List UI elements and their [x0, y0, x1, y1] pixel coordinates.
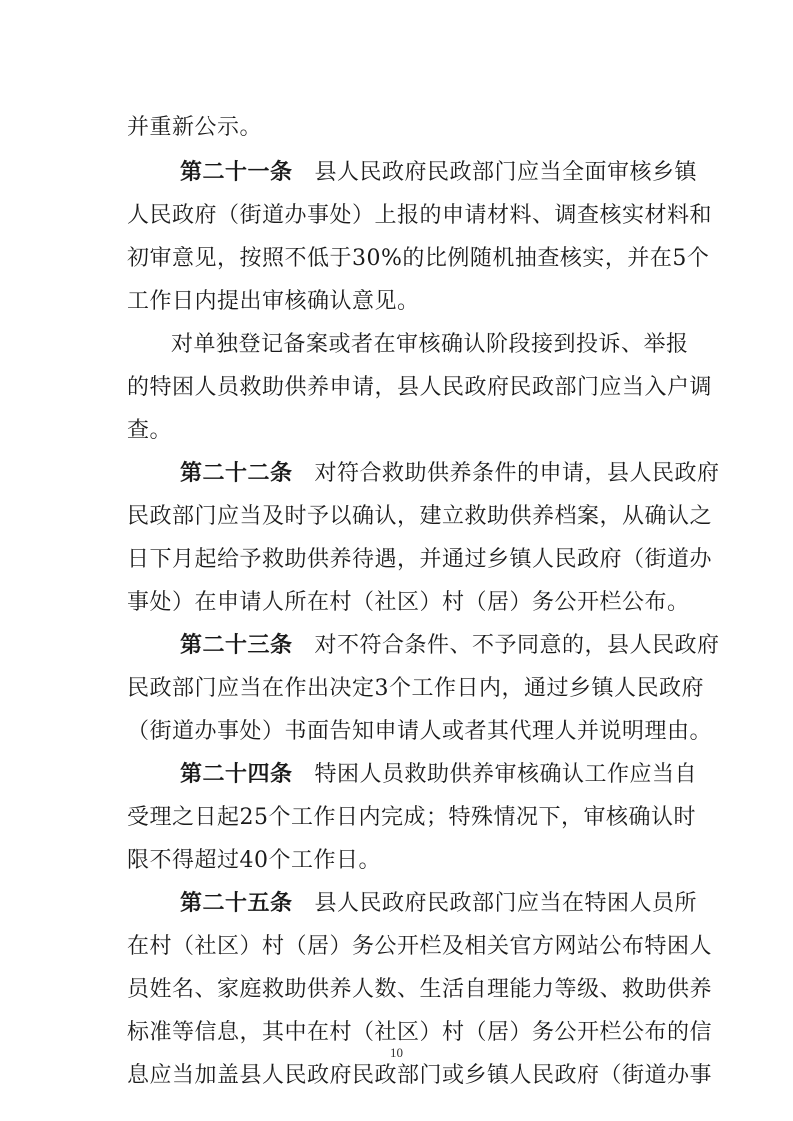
text-line: 对单独登记备案或者在审核确认阶段接到投诉、举报	[171, 332, 689, 357]
article-23-label: 第二十三条	[180, 633, 293, 658]
text-line: 初审意见，按照不低于30%的比例随机抽查核实，并在5个	[127, 246, 710, 271]
article-23-line-1	[180, 631, 720, 661]
article-21-text: 县人民政府民政部门应当全面审核乡镇	[314, 160, 698, 185]
article-21-line-1	[180, 158, 698, 188]
text-line: 工作日内提出审核确认意见。	[127, 289, 420, 314]
text-line: 日下月起给予救助供养待遇，并通过乡镇人民政府（街道办	[127, 547, 713, 572]
text-line: 并重新公示。	[127, 115, 263, 140]
article-21-label: 第二十一条	[180, 160, 293, 185]
text-line: 事处）在申请人所在村（社区）村（居）务公开栏公布。	[127, 590, 690, 615]
text-line: 查。	[127, 418, 173, 443]
text-line: 息应当加盖县人民政府民政部门或乡镇人民政府（街道办事	[127, 1063, 713, 1088]
text-line: （街道办事处）书面告知申请人或者其代理人并说明理由。	[127, 719, 713, 744]
article-22-text: 对符合救助供养条件的申请，县人民政府	[314, 461, 720, 486]
article-25-text: 县人民政府民政部门应当在特困人员所	[314, 891, 698, 916]
text-line: 民政部门应当及时予以确认，建立救助供养档案，从确认之	[127, 504, 713, 529]
article-24-text: 特困人员救助供养审核确认工作应当自	[314, 762, 698, 787]
text-line: 人民政府（街道办事处）上报的申请材料、调查核实材料和	[127, 203, 713, 228]
text-line: 在村（社区）村（居）务公开栏及相关官方网站公布特困人	[127, 934, 713, 959]
text-line: 受理之日起25个工作日内完成；特殊情况下，审核确认时	[127, 805, 696, 830]
article-22-label: 第二十二条	[180, 461, 293, 486]
article-24-label: 第二十四条	[180, 762, 293, 787]
text-line: 的特困人员救助供养申请，县人民政府民政部门应当入户调	[127, 375, 713, 400]
text-line: 限不得超过40个工作日。	[127, 848, 381, 873]
article-24-line-1	[180, 760, 698, 790]
article-22-line-1	[180, 459, 720, 489]
text-line: 标准等信息，其中在村（社区）村（居）务公开栏公布的信	[127, 1020, 713, 1045]
page-number: 10	[390, 1045, 403, 1060]
article-25-label: 第二十五条	[180, 891, 293, 916]
article-23-text: 对不符合条件、不予同意的，县人民政府	[314, 633, 720, 658]
text-line: 员姓名、家庭救助供养人数、生活自理能力等级、救助供养	[127, 977, 713, 1002]
article-25-line-1	[180, 889, 698, 919]
text-line: 民政部门应当在作出决定3个工作日内，通过乡镇人民政府	[127, 676, 704, 701]
